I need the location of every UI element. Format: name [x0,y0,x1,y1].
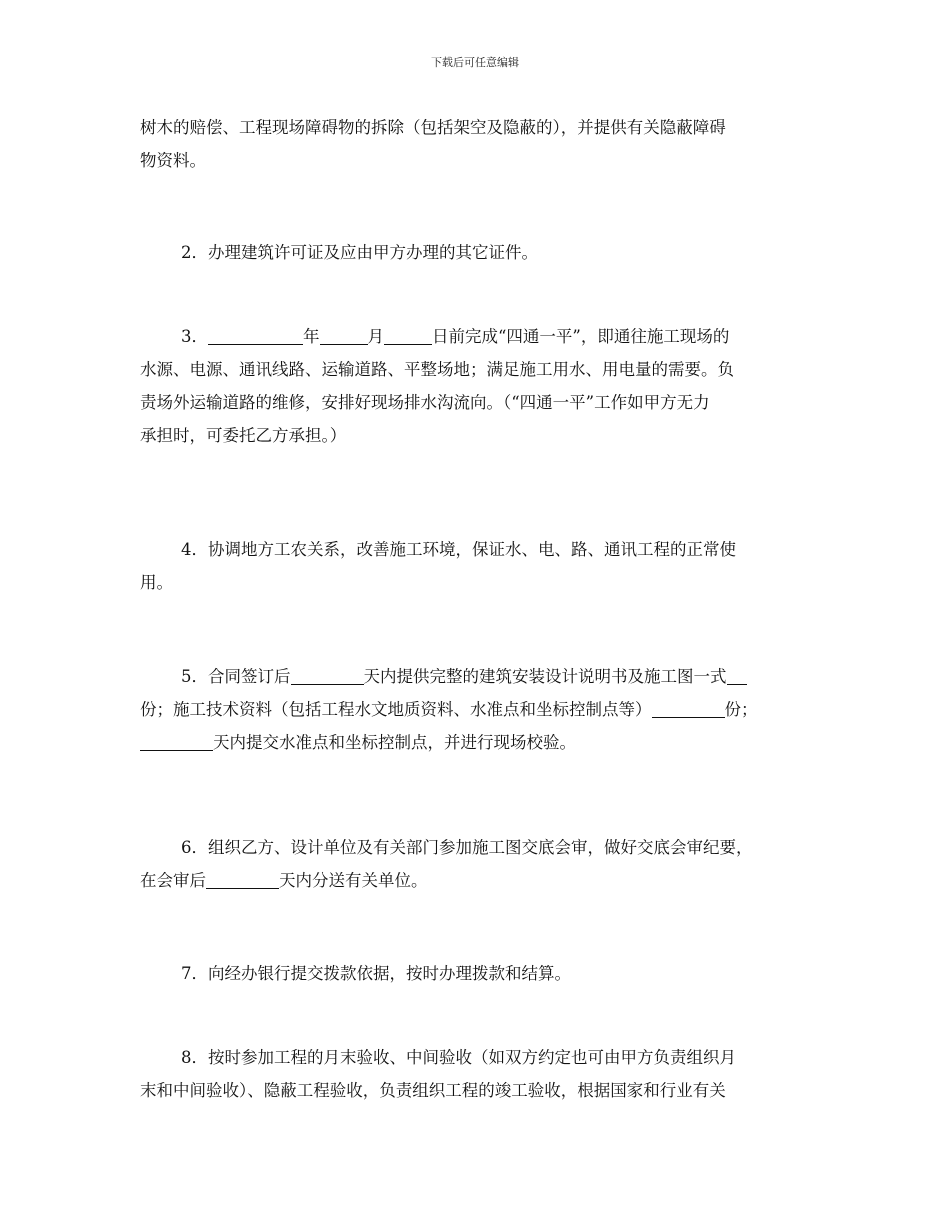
text-line: 树木的赔偿、工程现场障碍物的拆除（包括架空及隐蔽的），并提供有关隐蔽障碍 [140,118,726,137]
clause-2 [181,236,861,269]
blank-copies-field [652,699,725,718]
text-line: 2．办理建筑许可证及应由甲方办理的其它证件。 [181,243,538,262]
text-line [140,831,820,864]
clause-3 [140,320,820,452]
text-line [140,1041,820,1074]
blank-month-field [320,326,368,345]
text-line [140,320,820,353]
text-segment: 6．组织乙方、设计单位及有关部门参加施工图交底会审，做好交底会审纪要， [181,838,753,857]
page-header: 下载后可任意编辑 [431,56,519,69]
blank-year-field [208,326,303,345]
clause-6 [140,831,820,897]
text-line [140,533,820,566]
clause-5 [140,660,820,759]
blank-days-field [291,666,364,685]
text-line: 末和中间验收）、隐蔽工程验收，负责组织工程的竣工验收，根据国家和行业有关 [140,1081,726,1100]
text-line: 水源、电源、通讯线路、运输道路、平整场地；满足施工用水、用电量的需要。负 [140,360,734,379]
year-label: 年 [303,327,320,346]
text-line [140,864,820,897]
text-line [140,660,820,693]
text-line [140,726,820,759]
text-line: 责场外运输道路的维修，安排好现场排水沟流向。（“四通一平”工作如甲方无力 [140,393,710,412]
clause-8 [140,1041,820,1107]
text-segment: 4．协调地方工农关系，改善施工环境，保证水、电、路、通讯工程的正常使 [181,540,736,559]
text-segment: 日前完成“四通一平”，即通往施工现场的 [432,327,730,346]
text-segment: 份；施工技术资料（包括工程水文地质资料、水准点和坐标控制点等） [140,700,652,719]
text-line: 7．向经办银行提交拨款依据，按时办理拨款和结算。 [181,964,571,983]
blank-days-field [140,732,213,751]
text-line [140,693,820,726]
text-segment: 份； [724,700,758,719]
blank-day-field [384,326,432,345]
text-line: 用。 [140,573,173,592]
text-segment: 天内分送有关单位。 [279,871,428,890]
month-label: 月 [367,327,384,346]
text-segment: 8．按时参加工程的月末验收、中间验收（如双方约定也可由甲方负责组织月 [181,1048,736,1067]
text-segment: 天内提供完整的建筑安装设计说明书及施工图一式 [363,667,727,686]
blank-days-field [206,870,279,889]
text-segment: 天内提交水准点和坐标控制点，并进行现场校验。 [213,733,576,752]
text-line: 承担时，可委托乙方承担。） [140,426,347,445]
text-segment: 在会审后 [140,871,206,890]
paragraph-continuation [140,111,820,177]
clause-number: 3． [181,327,208,346]
text-segment: 5．合同签订后 [181,667,291,686]
clause-4 [140,533,820,599]
text-line: 物资料。 [140,151,206,170]
clause-7 [181,957,861,990]
blank-copies-field [727,666,747,685]
